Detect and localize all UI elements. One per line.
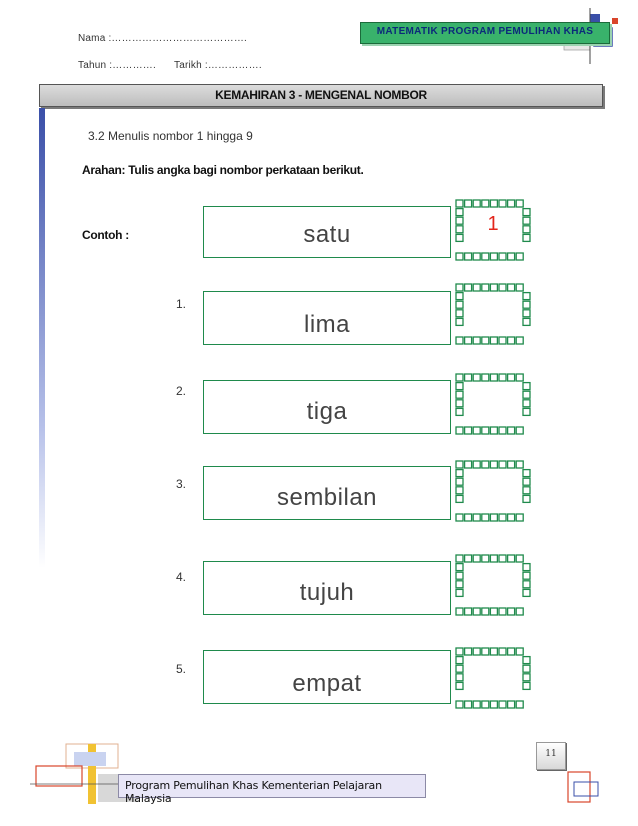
frame-tile [490, 253, 497, 260]
left-decorative-stripe [39, 108, 45, 568]
frame-tile [490, 337, 497, 344]
frame-tile [473, 284, 480, 291]
frame-tile [508, 337, 515, 344]
frame-tile [523, 572, 530, 579]
frame-tile [465, 701, 472, 708]
frame-tile [490, 555, 497, 562]
frame-tile [456, 495, 463, 502]
instruction: Arahan: Tulis angka bagi nombor perkataan berikut. [82, 163, 364, 177]
frame-tile [473, 701, 480, 708]
frame-tile [456, 657, 463, 664]
answer-box[interactable] [455, 373, 531, 435]
question-word-box [203, 561, 451, 615]
question-number: 5. [176, 662, 187, 676]
frame-tile [482, 555, 489, 562]
frame-tile [456, 589, 463, 596]
frame-tile [465, 337, 472, 344]
frame-tile [456, 555, 463, 562]
frame-tile [508, 200, 515, 207]
frame-tile [482, 514, 489, 521]
frame-tile [523, 293, 530, 300]
frame-tile [456, 478, 463, 485]
frame-tile [523, 383, 530, 390]
frame-tile [482, 648, 489, 655]
frame-tile [523, 478, 530, 485]
frame-border [455, 373, 531, 435]
frame-tile [456, 581, 463, 588]
frame-tile [499, 701, 506, 708]
frame-tile [508, 374, 515, 381]
frame-tile [465, 608, 472, 615]
frame-tile [456, 408, 463, 415]
frame-tile [523, 581, 530, 588]
frame-tile [456, 572, 463, 579]
frame-tile [456, 514, 463, 521]
tahun-field: Tahun :…………. [78, 60, 156, 71]
tarikh-field: Tarikh :……………. [174, 60, 262, 71]
question-word: empat [292, 670, 362, 697]
frame-border [455, 554, 531, 616]
frame-tile [516, 514, 523, 521]
frame-tile [499, 337, 506, 344]
frame-tile [456, 461, 463, 468]
frame-tile [456, 374, 463, 381]
frame-tile [516, 701, 523, 708]
page-number-box [536, 742, 566, 770]
frame-tile [482, 284, 489, 291]
footer-text: Program Pemulihan Khas Kementerian Pelajaran Malaysia [125, 779, 382, 805]
frame-tile [482, 374, 489, 381]
question-word: tujuh [299, 579, 355, 606]
frame-tile [499, 374, 506, 381]
frame-tile [516, 337, 523, 344]
frame-tile [508, 555, 515, 562]
frame-tile [473, 608, 480, 615]
frame-tile [456, 284, 463, 291]
answer-box[interactable] [455, 283, 531, 345]
question-word: tiga [306, 398, 348, 425]
frame-tile [499, 200, 506, 207]
frame-tile [473, 427, 480, 434]
question-word-box [203, 466, 451, 520]
frame-tile [482, 608, 489, 615]
frame-tile [456, 200, 463, 207]
frame-tile [523, 589, 530, 596]
frame-tile [490, 374, 497, 381]
answer-box[interactable] [455, 647, 531, 709]
frame-tile [523, 408, 530, 415]
subtopic: 3.2 Menulis nombor 1 hingga 9 [88, 129, 253, 143]
frame-tile [465, 648, 472, 655]
frame-tile [523, 665, 530, 672]
frame-tile [516, 253, 523, 260]
frame-tile [490, 427, 497, 434]
question-number: 2. [176, 384, 187, 398]
frame-tile [456, 337, 463, 344]
frame-tile [499, 608, 506, 615]
frame-tile [456, 682, 463, 689]
frame-tile [482, 461, 489, 468]
frame-tile [473, 648, 480, 655]
frame-tile [516, 374, 523, 381]
frame-tile [456, 487, 463, 494]
frame-tile [465, 374, 472, 381]
frame-border [455, 283, 531, 345]
frame-tile [456, 301, 463, 308]
frame-tile [490, 701, 497, 708]
question-word-box [203, 380, 451, 434]
frame-tile [465, 427, 472, 434]
answer-box[interactable] [455, 554, 531, 616]
frame-tile [508, 608, 515, 615]
nama-field: Nama :…………………………………. [78, 33, 248, 44]
page-number: 11 [545, 749, 557, 759]
question-word-box [203, 650, 451, 704]
frame-tile [465, 461, 472, 468]
frame-tile [456, 293, 463, 300]
frame-tile [482, 427, 489, 434]
frame-tile [499, 461, 506, 468]
answer-box[interactable] [455, 460, 531, 522]
question-number: 4. [176, 570, 187, 584]
frame-tile [523, 318, 530, 325]
question-word: sembilan [276, 484, 378, 511]
frame-tile [499, 284, 506, 291]
frame-tile [456, 391, 463, 398]
frame-tile [456, 701, 463, 708]
frame-tile [482, 253, 489, 260]
decorative-squares-bottom-right [560, 760, 610, 810]
frame-tile [523, 674, 530, 681]
program-banner [360, 22, 610, 44]
frame-border [455, 647, 531, 709]
frame-tile [523, 564, 530, 571]
frame-tile [465, 514, 472, 521]
frame-tile [482, 200, 489, 207]
frame-tile [490, 608, 497, 615]
frame-tile [516, 608, 523, 615]
frame-tile [490, 284, 497, 291]
frame-tile [456, 400, 463, 407]
frame-tile [473, 461, 480, 468]
frame-tile [508, 284, 515, 291]
frame-tile [516, 284, 523, 291]
frame-tile [490, 514, 497, 521]
frame-tile [499, 514, 506, 521]
frame-border [455, 460, 531, 522]
frame-tile [465, 253, 472, 260]
frame-tile [508, 427, 515, 434]
frame-tile [473, 555, 480, 562]
frame-tile [508, 461, 515, 468]
frame-tile [490, 461, 497, 468]
frame-tile [523, 301, 530, 308]
frame-tile [465, 200, 472, 207]
frame-tile [473, 337, 480, 344]
frame-tile [456, 608, 463, 615]
frame-tile [465, 555, 472, 562]
frame-tile [456, 665, 463, 672]
example-word-box [203, 206, 451, 258]
frame-tile [523, 682, 530, 689]
question-word-box [203, 291, 451, 345]
frame-tile [523, 470, 530, 477]
frame-tile [523, 657, 530, 664]
frame-tile [473, 374, 480, 381]
frame-tile [508, 648, 515, 655]
frame-tile [490, 648, 497, 655]
frame-tile [523, 310, 530, 317]
frame-tile [456, 383, 463, 390]
frame-tile [516, 461, 523, 468]
frame-tile [473, 253, 480, 260]
frame-tile [508, 253, 515, 260]
frame-tile [523, 400, 530, 407]
frame-tile [516, 648, 523, 655]
frame-tile [456, 648, 463, 655]
frame-tile [516, 200, 523, 207]
frame-tile [499, 648, 506, 655]
frame-tile [456, 253, 463, 260]
frame-tile [499, 555, 506, 562]
program-banner-text: MATEMATIK PROGRAM PEMULIHAN KHAS [376, 26, 594, 37]
frame-tile [490, 200, 497, 207]
frame-tile [508, 701, 515, 708]
page-title: KEMAHIRAN 3 - MENGENAL NOMBOR [215, 88, 427, 102]
frame-tile [482, 337, 489, 344]
question-number: 3. [176, 477, 187, 491]
frame-tile [523, 391, 530, 398]
question-word: lima [303, 311, 350, 338]
frame-tile [499, 427, 506, 434]
frame-tile [508, 514, 515, 521]
frame-tile [523, 495, 530, 502]
frame-tile [456, 564, 463, 571]
question-number: 1. [176, 297, 187, 311]
frame-tile [473, 514, 480, 521]
frame-tile [456, 674, 463, 681]
example-answer: 1 [487, 213, 499, 235]
frame-tile [523, 487, 530, 494]
title-bar [39, 84, 603, 107]
frame-tile [499, 253, 506, 260]
example-word: satu [303, 221, 351, 248]
frame-tile [456, 310, 463, 317]
frame-tile [456, 318, 463, 325]
frame-tile [482, 701, 489, 708]
footer-bar [118, 774, 426, 805]
frame-tile [516, 555, 523, 562]
frame-tile [456, 427, 463, 434]
frame-tile [473, 200, 480, 207]
example-answer-box [455, 199, 531, 261]
frame-tile [456, 470, 463, 477]
example-label: Contoh : [82, 228, 129, 242]
frame-tile [465, 284, 472, 291]
frame-tile [516, 427, 523, 434]
